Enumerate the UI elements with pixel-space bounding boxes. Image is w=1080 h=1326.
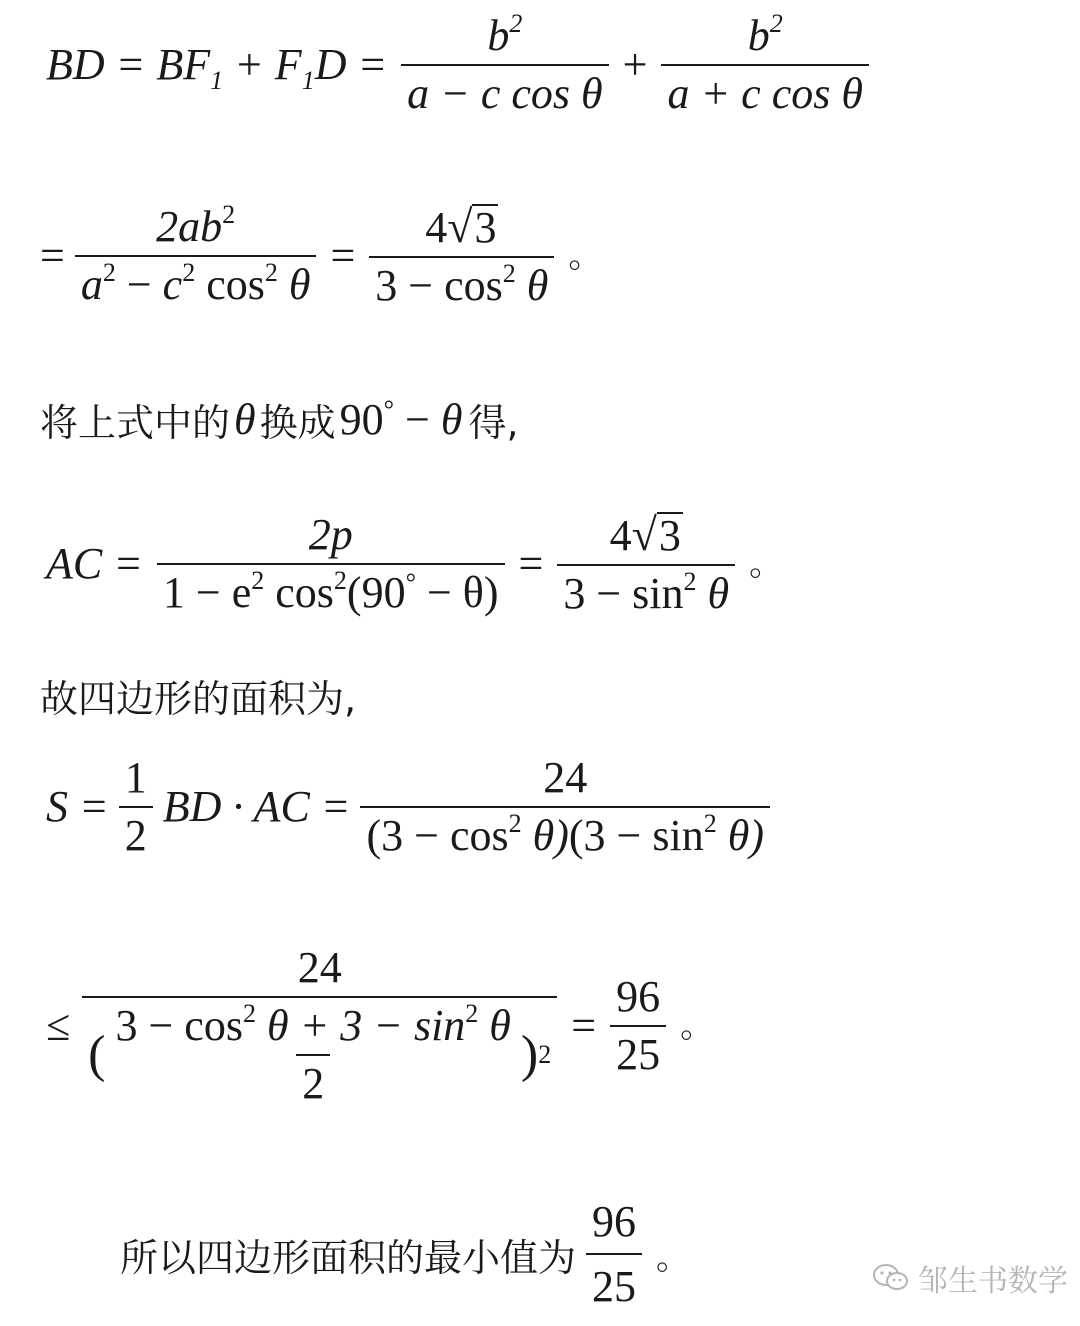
fraction-24: $\frac{24}{(3 - \cos^2 \theta)(3 - \sin^2 \theta)}$	[360, 756, 769, 858]
text-area-intro: 故四边形的面积为,	[40, 677, 357, 721]
inequality-s: ≤ 24 ( $\frac{3 - \cos^2 \theta + 3 - \sin^2 \theta}{2}$ ) 2 = $\frac{96}{25}$ 。	[46, 943, 715, 1108]
equation-bd	[46, 9, 1080, 118]
le-sign: ≤	[46, 1001, 71, 1050]
equation-ac: AC = $\frac{2p}{1 - e^2 \cos^2(90^\circ - \theta)}$ = 4 √ 3 $3 - \sin^2 \theta$ 。	[46, 509, 784, 618]
fraction-4root3-cos: 4 √ 3 $3 - \cos^2 \theta$	[369, 204, 554, 308]
fraction-2p: $\frac{2p}{1 - e^2 \cos^2(90^\circ - \theta)}$	[157, 513, 505, 615]
fraction-b2-over-a-plus: $\frac{b^2}{\text{a + c cos θ}}$	[661, 14, 869, 116]
text-replace-theta: 将上式中的 θ 换成 90° − θ 得,	[40, 395, 519, 445]
fraction-4root3-sin: 4 √ 3 $3 - \sin^2 \theta$	[557, 512, 735, 616]
fraction-24-amgm: 24 ( $\frac{3 - \cos^2 \theta + 3 - \sin^2 \theta}{2}$ ) 2	[82, 946, 557, 1106]
ac-lhs: AC =	[46, 539, 143, 588]
equals-sign: =	[40, 231, 65, 280]
wechat-icon	[872, 1262, 910, 1294]
watermark	[872, 1256, 1068, 1300]
fraction-b2-over-a-minus: $\frac{b^2}{\text{a − c cos θ}}$	[401, 14, 609, 116]
equation-bd-simplified: = $\frac{2ab^2}{a^2 - c^2 \cos^2 \theta}$ = 4 √ 3 $3 - \cos^2 \theta$ 。	[40, 200, 603, 310]
text-minimum-area: 所以四边形面积的最小值为 $\frac{96}{25}$ 。	[120, 1197, 691, 1311]
watermark-text: 邹生书数学	[918, 1264, 1068, 1299]
fraction-half: $\frac{1}{2}$	[119, 756, 153, 858]
fraction-2ab2: $\frac{2ab^2}{a^2 - c^2 \cos^2 \theta}$	[75, 205, 317, 307]
fraction-96-25: $\frac{96}{25}$	[610, 975, 666, 1077]
plus-sign: +	[622, 40, 648, 89]
fraction-inner-mean: $\frac{3 - \cos^2 \theta + 3 - \sin^2 \theta}{2}$	[115, 999, 511, 1108]
bd-lhs: BD = $BF_1 + F_1D$ =	[46, 40, 388, 95]
fraction-min-value: $\frac{96}{25}$	[586, 1196, 642, 1312]
equation-s: S = $\frac{1}{2}$ BD · AC = $\frac{24}{(3 - \cos^2 \theta)(3 - \sin^2 \theta)}$	[46, 756, 1080, 858]
